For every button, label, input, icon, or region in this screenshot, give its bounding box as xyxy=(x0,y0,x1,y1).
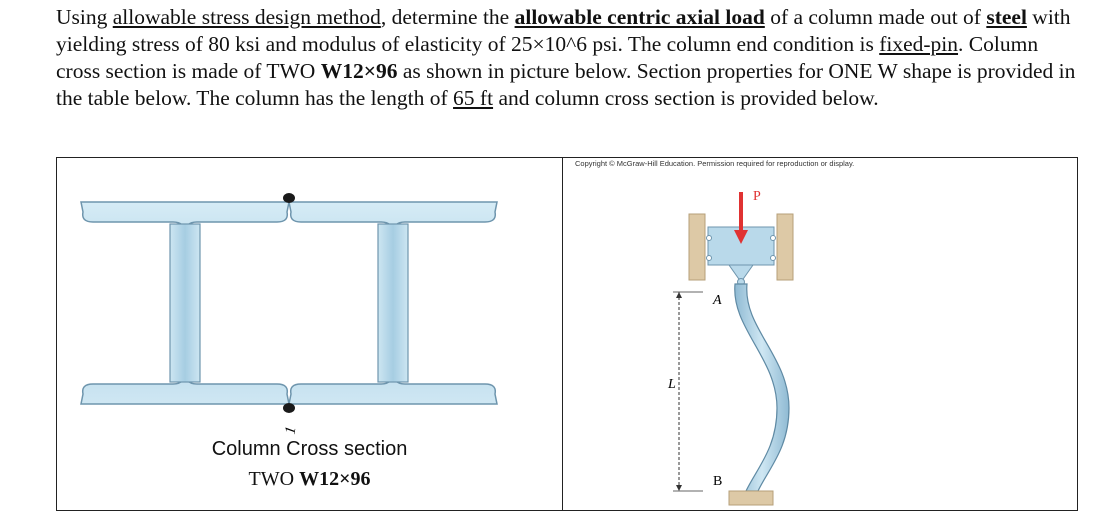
column-drawing xyxy=(563,158,1077,512)
roller-icon xyxy=(771,256,776,261)
emphasis-material: steel xyxy=(986,5,1027,29)
problem-text: Using xyxy=(56,5,113,29)
point-b-label: B xyxy=(713,474,723,489)
point-a-label: A xyxy=(713,293,722,308)
load-label: P xyxy=(753,189,761,204)
emphasis-end-condition: fixed-pin xyxy=(879,32,959,56)
weld-bottom xyxy=(283,403,295,413)
weld-top xyxy=(283,193,295,203)
emphasis-load: allowable centric axial load xyxy=(514,5,765,29)
emphasis-shape: W12×96 xyxy=(320,59,398,83)
caption-shape: W12×96 xyxy=(299,468,371,490)
w-shape-left xyxy=(81,202,289,404)
cross-section-panel xyxy=(57,158,562,510)
wall-right xyxy=(777,214,793,280)
roller-icon xyxy=(707,256,712,261)
problem-text: with yielding stress of 80 ksi and modulus of elasticity of 25×10^6 psi. The column end condition is xyxy=(56,5,1071,56)
dimension-arrow-down-icon xyxy=(676,485,682,491)
emphasis-length: 65 ft xyxy=(453,86,494,110)
length-label: L xyxy=(668,377,676,392)
buckled-column xyxy=(735,284,789,491)
column-panel xyxy=(563,158,1077,510)
problem-statement xyxy=(56,4,1076,112)
dimension-arrow-up-icon xyxy=(676,292,682,298)
roller-icon xyxy=(707,236,712,241)
wall-left xyxy=(689,214,705,280)
figure-box xyxy=(56,157,1078,511)
w-shape-right xyxy=(289,202,497,404)
roller-icon xyxy=(771,236,776,241)
problem-text: and column cross section is provided below. xyxy=(493,86,879,110)
copyright-notice: Copyright © McGraw-Hill Education. Permission required for reproduction or display. xyxy=(575,159,855,168)
problem-text: as shown in picture below. Section properties for ONE W shape is provided in the table below. The column has the length of xyxy=(56,59,1076,110)
problem-text: of a column made out of xyxy=(764,5,987,29)
cross-section-caption: Column Cross section xyxy=(211,438,408,460)
caption-two: TWO xyxy=(248,468,300,490)
problem-text: , determine the xyxy=(380,5,515,29)
ground-support xyxy=(729,491,773,505)
axis-label-1: 1 xyxy=(282,425,300,436)
emphasis-method: allowable stress design method xyxy=(112,5,381,29)
cross-section-shape-caption xyxy=(57,468,562,491)
problem-text: . Column cross section is made of TWO xyxy=(56,32,1039,83)
